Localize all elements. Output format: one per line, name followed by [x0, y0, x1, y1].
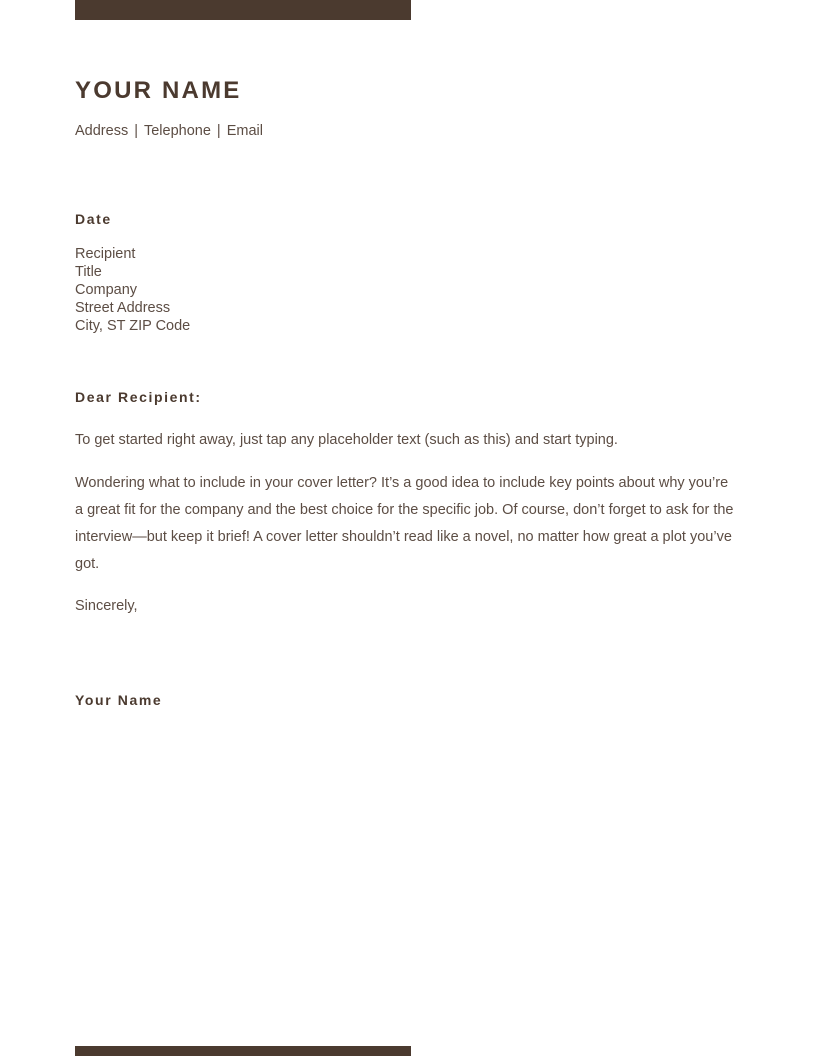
contact-separator: | — [134, 123, 138, 139]
recipient-street[interactable]: Street Address — [75, 300, 171, 316]
contact-line — [75, 123, 263, 139]
bottom-accent-bar — [75, 1046, 411, 1056]
signature-name[interactable]: Your Name — [75, 692, 163, 708]
top-accent-bar — [75, 0, 411, 20]
body-paragraph-1[interactable]: To get started right away, just tap any placeholder text (such as this) and start typing. — [75, 432, 618, 448]
recipient-city-line[interactable]: City, ST ZIP Code — [75, 318, 191, 334]
sender-name[interactable]: YOUR NAME — [75, 77, 242, 104]
recipient-address-block — [75, 245, 190, 335]
closing[interactable]: Sincerely, — [75, 598, 138, 614]
recipient-name[interactable]: Recipient — [75, 246, 136, 262]
recipient-title[interactable]: Title — [75, 264, 102, 280]
contact-address[interactable]: Address — [75, 123, 129, 139]
recipient-company[interactable]: Company — [75, 282, 138, 298]
salutation[interactable]: Dear Recipient: — [75, 389, 202, 405]
letter-date[interactable]: Date — [75, 211, 112, 227]
contact-email[interactable]: Email — [226, 123, 263, 139]
contact-separator: | — [216, 123, 221, 139]
body-paragraph-2[interactable]: Wondering what to include in your cover letter? It’s a good idea to include key points about why you’re a great fit for the company and the best choice for the specific job. Of course, don’t forget to ask for the interview—but keep it brief! A cover letter shouldn’t read like a novel, no matter how great a plot you’ve got. — [75, 475, 734, 572]
contact-telephone[interactable]: Telephone — [143, 123, 211, 139]
